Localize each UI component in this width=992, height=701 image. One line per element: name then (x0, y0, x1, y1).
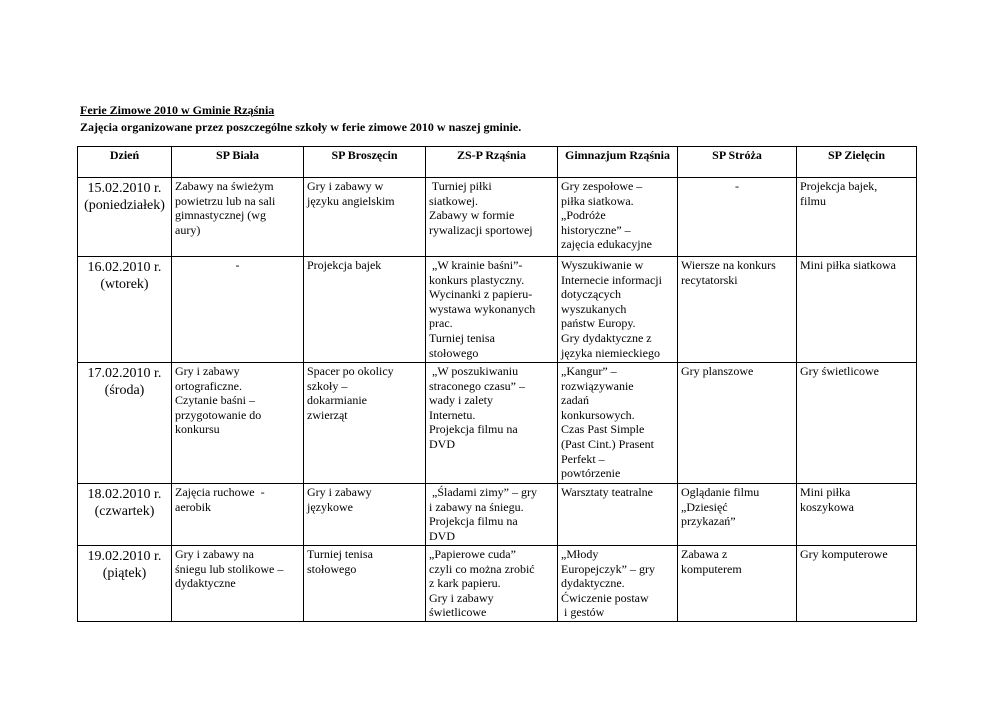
cell-line: Czas Past Simple (561, 422, 645, 437)
cell-line: świetlicowe (429, 605, 487, 620)
cell-line: Gry świetlicowe (800, 364, 879, 378)
document-title: Ferie Zimowe 2010 w Gminie Rząśnia (80, 103, 275, 117)
day-line: (poniedziałek) (84, 198, 165, 213)
cell-line: języku angielskim (307, 193, 395, 208)
cell-line: „Podróże (561, 208, 606, 223)
cell-line: zadań (561, 393, 589, 408)
cell-line: Gry dydaktyczne z (561, 330, 652, 345)
header-row (78, 147, 917, 178)
cell-line: wystawa wykonanych (429, 301, 536, 316)
cell-line: Wycinanki z papieru- (429, 287, 533, 302)
cell-line: Projekcja bajek, (800, 179, 878, 193)
cell-line: zwierząt (307, 407, 348, 422)
day-cell (78, 257, 172, 363)
zsp-rzasnia-cell (426, 363, 558, 484)
sp-biala-cell (172, 546, 304, 622)
cell-line: Turniej piłki (429, 179, 492, 193)
zsp-rzasnia-cell (426, 546, 558, 622)
cell-line: - (735, 179, 739, 193)
day-cell (78, 546, 172, 622)
cell-line: „Śladami zimy” – gry (429, 485, 537, 499)
cell-line: dydaktyczne (175, 576, 236, 591)
cell-line: i gestów (561, 605, 605, 620)
cell-line: „Papierowe cuda” (429, 547, 516, 561)
cell-line: i zabawy na śniegu. (429, 499, 524, 514)
cell-line: Gry komputerowe (800, 547, 888, 561)
header-sp-stroza: SP Stróża (678, 147, 797, 178)
table-row (78, 546, 917, 622)
table-row (78, 257, 917, 363)
sp-broszecin-cell (304, 363, 426, 484)
header-sp-zielecin: SP Zielęcin (797, 147, 917, 178)
cell-line: Projekcja filmu na (429, 514, 518, 529)
cell-line: - (235, 258, 240, 272)
cell-line: czyli co można zrobić (429, 561, 535, 576)
cell-line: Internecie informacji (561, 272, 662, 287)
zsp-rzasnia-cell (426, 484, 558, 546)
sp-zielecin-cell (797, 257, 917, 363)
cell-line: konkursu (175, 422, 220, 437)
cell-line: straconego czasu” – (429, 378, 525, 393)
sp-broszecin-cell (304, 178, 426, 257)
cell-line: stołowego (307, 561, 357, 576)
schedule-table (77, 146, 917, 622)
sp-stroza-cell (678, 546, 797, 622)
cell-line: państw Europy. (561, 316, 636, 331)
sp-zielecin-cell (797, 484, 917, 546)
cell-line: koszykowa (800, 499, 854, 514)
cell-line: zajęcia edukacyjne (561, 237, 652, 252)
cell-line: Czytanie baśni – (175, 393, 255, 408)
day-line: 15.02.2010 r. (87, 181, 162, 196)
sp-biala-cell (172, 363, 304, 484)
gimnazjum-rzasnia-cell (558, 178, 678, 257)
cell-line: ortograficzne. (175, 378, 242, 393)
cell-line: szkoły – (307, 378, 348, 393)
cell-line: Warsztaty teatralne (561, 485, 653, 499)
day-line: 17.02.2010 r. (87, 366, 162, 381)
sp-biala-cell (172, 484, 304, 546)
cell-line: Gry i zabawy (307, 485, 372, 499)
gimnazjum-rzasnia-cell (558, 546, 678, 622)
cell-line: „Kangur” – (561, 364, 617, 378)
cell-line: Projekcja filmu na (429, 422, 518, 437)
cell-line: Oglądanie filmu (681, 485, 760, 499)
gimnazjum-rzasnia-cell (558, 484, 678, 546)
sp-broszecin-cell (304, 257, 426, 363)
table-row (78, 363, 917, 484)
cell-line: Mini piłka (800, 485, 851, 499)
cell-line: Gry zespołowe – (561, 179, 643, 193)
cell-line: konkurs plastyczny. (429, 272, 525, 287)
sp-zielecin-cell (797, 363, 917, 484)
cell-line: rozwiązywanie (561, 378, 634, 393)
day-cell (78, 484, 172, 546)
day-line: 19.02.2010 r. (87, 549, 162, 564)
sp-stroza-cell (678, 178, 797, 257)
document-subtitle: Zajęcia organizowane przez poszczególne szkoły w ferie zimowe 2010 w naszej gminie. (80, 120, 522, 134)
cell-line: Wyszukiwanie w (561, 258, 644, 272)
cell-line: „Dziesięć (681, 499, 728, 514)
header-sp-biala: SP Biała (172, 147, 304, 178)
gimnazjum-rzasnia-cell (558, 257, 678, 363)
header-zsp-rzasnia: ZS-P Rząśnia (426, 147, 558, 178)
cell-line: języka niemieckiego (561, 345, 660, 360)
header-sp-broszecin: SP Broszęcin (304, 147, 426, 178)
zsp-rzasnia-cell (426, 178, 558, 257)
cell-line: przygotowanie do (175, 407, 262, 422)
cell-line: gimnastycznej (wg (175, 208, 266, 223)
cell-line: Mini piłka siatkowa (800, 258, 896, 272)
cell-line: siatkowej. (429, 193, 478, 208)
cell-line: powietrzu lub na sali (175, 193, 276, 208)
cell-line: wady i zalety (429, 393, 493, 408)
cell-line: Zajęcia ruchowe - (175, 485, 265, 499)
day-line: 18.02.2010 r. (87, 487, 162, 502)
cell-line: Zabawy w formie (429, 208, 515, 223)
sp-stroza-cell (678, 363, 797, 484)
table-row (78, 484, 917, 546)
cell-line: Perfekt – (561, 451, 605, 466)
sp-stroza-cell (678, 257, 797, 363)
cell-line: językowe (307, 499, 353, 514)
sp-biala-cell (172, 178, 304, 257)
day-line: (czwartek) (94, 504, 155, 519)
cell-line: filmu (800, 193, 826, 208)
cell-line: piłka siatkowa. (561, 193, 634, 208)
cell-line: Turniej tenisa (307, 547, 373, 561)
zsp-rzasnia-cell (426, 257, 558, 363)
cell-line: przykazań” (681, 514, 736, 529)
cell-line: wyszukanych (561, 301, 627, 316)
cell-line: historyczne” – (561, 222, 631, 237)
cell-line: Turniej tenisa (429, 330, 495, 345)
day-line: 16.02.2010 r. (87, 260, 162, 275)
table-row (78, 178, 917, 257)
day-line: (piątek) (102, 566, 147, 581)
day-cell (78, 363, 172, 484)
cell-line: Gry planszowe (681, 364, 754, 378)
cell-line: Zabawa z (681, 547, 728, 561)
cell-line: DVD (429, 436, 455, 451)
sp-zielecin-cell (797, 546, 917, 622)
cell-line: (Past Cint.) Prasent (561, 436, 654, 451)
cell-line: rywalizacji sportowej (429, 222, 533, 237)
sp-stroza-cell (678, 484, 797, 546)
sp-biala-cell (172, 257, 304, 363)
cell-line: dotyczących (561, 287, 621, 302)
day-line: (wtorek) (100, 277, 149, 292)
sp-broszecin-cell (304, 546, 426, 622)
cell-line: aury) (175, 222, 201, 237)
cell-line: komputerem (681, 561, 742, 576)
gimnazjum-rzasnia-cell (558, 363, 678, 484)
cell-line: Spacer po okolicy (307, 364, 394, 378)
header-day: Dzień (78, 147, 172, 178)
day-cell (78, 178, 172, 257)
cell-line: konkursowych. (561, 407, 635, 422)
cell-line: Zabawy na świeżym (175, 179, 274, 193)
cell-line: „W poszukiwaniu (429, 364, 519, 378)
cell-line: Ćwiczenie postaw (561, 590, 649, 605)
cell-line: recytatorski (681, 272, 738, 287)
cell-line: DVD (429, 528, 455, 543)
cell-line: śniegu lub stolikowe – (175, 561, 284, 576)
cell-line: dydaktyczne. (561, 576, 625, 591)
cell-line: Wiersze na konkurs (681, 258, 776, 272)
cell-line: prac. (429, 316, 453, 331)
cell-line: „W krainie baśni”- (429, 258, 523, 272)
cell-line: „Młody (561, 547, 599, 561)
cell-line: Europejczyk” – gry (561, 561, 655, 576)
cell-line: z kark papieru. (429, 576, 501, 591)
cell-line: Gry i zabawy (175, 364, 240, 378)
sp-zielecin-cell (797, 178, 917, 257)
cell-line: Gry i zabawy w (307, 179, 384, 193)
cell-line: Internetu. (429, 407, 476, 422)
day-line: (środa) (104, 383, 145, 398)
cell-line: Projekcja bajek (307, 258, 382, 272)
cell-line: stołowego (429, 345, 479, 360)
cell-line: dokarmianie (307, 393, 367, 408)
cell-line: Gry i zabawy na (175, 547, 254, 561)
sp-broszecin-cell (304, 484, 426, 546)
cell-line: aerobik (175, 499, 211, 514)
cell-line: Gry i zabawy (429, 590, 494, 605)
header-gimnazjum-rzasnia: Gimnazjum Rząśnia (558, 147, 678, 178)
cell-line: powtórzenie (561, 466, 621, 481)
